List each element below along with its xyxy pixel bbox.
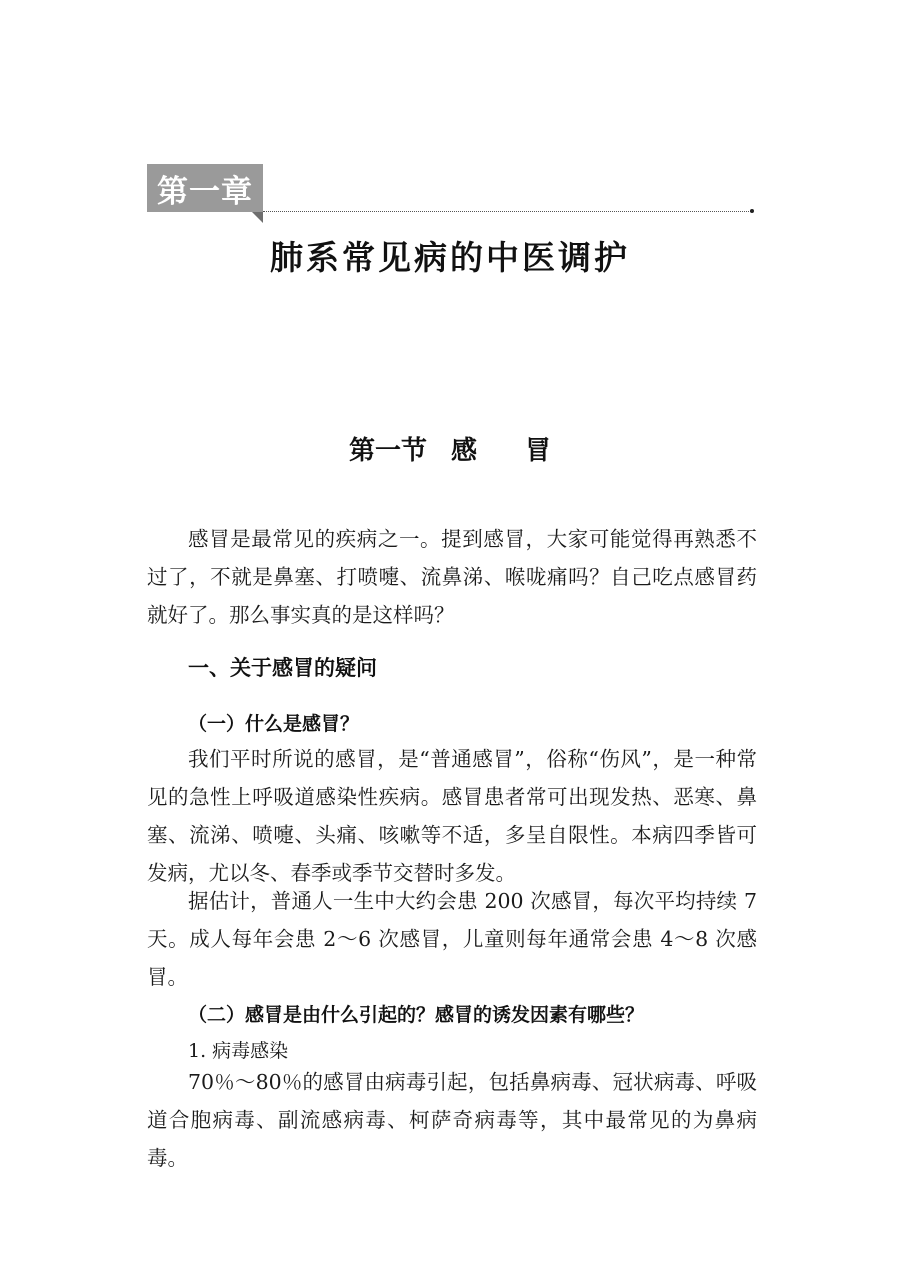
chapter-title: 肺系常见病的中医调护 <box>270 238 630 277</box>
section-title <box>0 430 900 467</box>
chapter-badge: 第一章 <box>147 164 263 212</box>
body-paragraph-2: 据估计，普通人一生中大约会患 200 次感冒，每次平均持续 7 天。成人每年会患 2～6 次感冒，儿童则每年通常会患 4～8 次感冒。 <box>147 889 757 989</box>
chapter-divider-rule <box>263 211 753 212</box>
question-heading-1: （一）什么是感冒？ <box>188 713 360 735</box>
badge-corner-decoration <box>252 212 263 223</box>
part-heading: 一、关于感冒的疑问 <box>188 656 377 680</box>
section-number: 第一节 <box>348 436 427 466</box>
intro-paragraph: 感冒是最常见的疾病之一。提到感冒，大家可能觉得再熟悉不过了，不就是鼻塞、打喷嚏、流鼻涕、喉咙痛吗？自己吃点感冒药就好了。那么事实真的是这样吗？ <box>147 527 757 627</box>
body-paragraph-3: 70％～80％的感冒由病毒引起，包括鼻病毒、冠状病毒、呼吸道合胞病毒、副流感病毒、柯萨奇病毒等，其中最常见的为鼻病毒。 <box>147 1070 757 1170</box>
question-heading-2: （二）感冒是由什么引起的？感冒的诱发因素有哪些？ <box>188 1004 645 1026</box>
section-name: 感冒 <box>451 436 600 466</box>
subsection-heading: 1. 病毒感染 <box>188 1040 289 1062</box>
body-paragraph-1: 我们平时所说的感冒，是“普通感冒”，俗称“伤风”，是一种常见的急性上呼吸道感染性疾病。感冒患者常可出现发热、恶寒、鼻塞、流涕、喷嚏、头痛、咳嗽等不适，多呈自限性。本病四季皆可发病，尤以冬、春季或季节交替时多发。 <box>147 747 757 885</box>
divider-end-dot <box>750 209 754 213</box>
